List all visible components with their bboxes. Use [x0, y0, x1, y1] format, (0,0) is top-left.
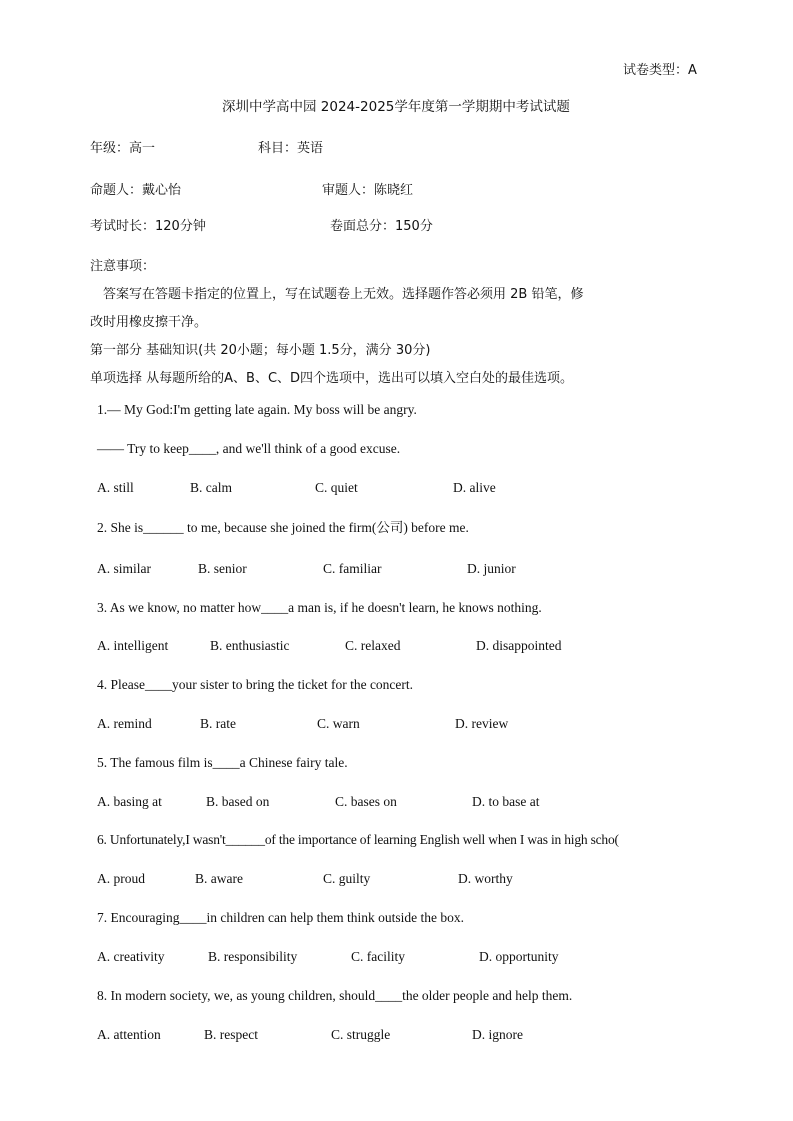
- question-5-option-b: B. based on: [206, 794, 270, 809]
- notes-line-1: 答案写在答题卡指定的位置上，写在试题卷上无效。选择题作答必须用 2B 铅笔，修: [103, 287, 584, 302]
- question-4-option-a: A. remind: [97, 716, 152, 731]
- question-5-stem: 5. The famous film is____a Chinese fairy tale.: [97, 755, 348, 770]
- grade-label: 年级：高一: [90, 141, 156, 156]
- question-8-option-d: D. ignore: [472, 1027, 523, 1042]
- question-2-option-a: A. similar: [97, 561, 151, 576]
- exam-title: 深圳中学高中园 2024-2025学年度第一学期期中考试试题: [222, 99, 570, 115]
- question-6-option-a: A. proud: [97, 871, 145, 886]
- question-7-option-c: C. facility: [351, 949, 405, 964]
- author-label: 命题人：戴心怡: [90, 183, 182, 198]
- question-4-option-d: D. review: [455, 716, 509, 731]
- section-part-title: 第一部分 基础知识(共 20小题；每小题 1.5分，满分 30分): [90, 343, 431, 358]
- question-1-option-d: D. alive: [453, 480, 496, 495]
- question-2-option-d: D. junior: [467, 561, 516, 576]
- question-1-option-b: B. calm: [190, 480, 232, 495]
- question-3-stem: 3. As we know, no matter how____a man is, if he doesn't learn, he knows nothing.: [97, 600, 542, 615]
- notes-line-2: 改时用橡皮擦干净。: [90, 315, 208, 330]
- question-3-option-d: D. disappointed: [476, 638, 562, 653]
- question-2-stem: 2. She is______ to me, because she joined the firm(公司) before me.: [97, 520, 469, 535]
- question-1-option-c: C. quiet: [315, 480, 358, 495]
- question-4-option-b: B. rate: [200, 716, 236, 731]
- question-7-stem: 7. Encouraging____in children can help them think outside the box.: [97, 910, 465, 925]
- question-8-option-b: B. respect: [204, 1027, 258, 1042]
- reviewer-label: 审题人：陈晓红: [322, 183, 414, 198]
- question-4-option-c: C. warn: [317, 716, 360, 731]
- question-7-option-b: B. responsibility: [208, 949, 298, 964]
- question-1-option-a: A. still: [97, 480, 134, 495]
- question-2-option-b: B. senior: [198, 561, 247, 576]
- section-instruction: 单项选择 从每题所给的A、B、C、D四个选项中，选出可以填入空白处的最佳选项。: [90, 371, 574, 386]
- question-7-option-a: A. creativity: [97, 949, 165, 964]
- total-score-label: 卷面总分：150分: [330, 219, 433, 234]
- question-3-option-b: B. enthusiastic: [210, 638, 290, 653]
- question-6-option-d: D. worthy: [458, 871, 513, 886]
- question-4-stem: 4. Please____your sister to bring the ticket for the concert.: [97, 677, 414, 692]
- question-8-option-a: A. attention: [97, 1027, 161, 1042]
- question-6-option-b: B. aware: [195, 871, 243, 886]
- question-5-option-c: C. bases on: [335, 794, 397, 809]
- question-6-option-c: C. guilty: [323, 871, 371, 886]
- question-8-stem: 8. In modern society, we, as young children, should____the older people and help them.: [97, 988, 573, 1003]
- notes-heading: 注意事项：: [90, 259, 156, 274]
- duration-label: 考试时长：120分钟: [90, 219, 206, 234]
- question-2-option-c: C. familiar: [323, 561, 382, 576]
- subject-label: 科目：英语: [258, 141, 324, 156]
- question-3-option-a: A. intelligent: [97, 638, 169, 653]
- question-6-stem: 6. Unfortunately,I wasn't______of the importance of learning English well when I was in high scho(: [97, 832, 619, 847]
- question-5-option-d: D. to base at: [472, 794, 540, 809]
- question-1-stem: 1.— My God:I'm getting late again. My boss will be angry.: [97, 402, 417, 417]
- question-5-option-a: A. basing at: [97, 794, 162, 809]
- question-3-option-c: C. relaxed: [345, 638, 401, 653]
- question-8-option-c: C. struggle: [331, 1027, 391, 1042]
- question-1-stem-reply: —— Try to keep____, and we'll think of a good excuse.: [97, 441, 401, 456]
- paper-type-label: 试卷类型：A: [623, 63, 697, 78]
- question-7-option-d: D. opportunity: [479, 949, 559, 964]
